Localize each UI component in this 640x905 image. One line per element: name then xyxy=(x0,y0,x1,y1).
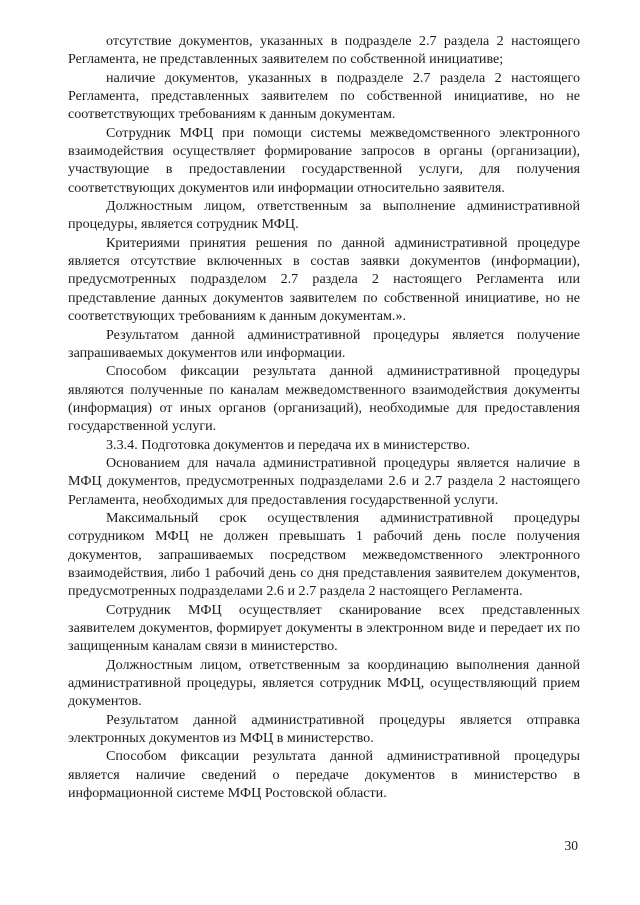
paragraph-5: Критериями принятия решения по данной административной процедуре является отсутствие включенных в состав заявки документов (информации), предусмотренных подразделом 2.7 раздела 2 настоящего Регламента или представление данных документов заявителем по собственной инициативе, но не соответствующих требованиям к данным документам.». xyxy=(68,234,580,325)
paragraph-3: Сотрудник МФЦ при помощи системы межведомственного электронного взаимодействия осуществляет формирование запросов в органы (организации), участвующие в предоставлении государственной услуги, для получения соответствующих документов или информации относительно заявителя. xyxy=(68,124,580,196)
paragraph-2: наличие документов, указанных в подразделе 2.7 раздела 2 настоящего Регламента, представленных заявителем по собственной инициативе, но не соответствующих требованиям к данным документам. xyxy=(68,69,580,123)
paragraph-11: Сотрудник МФЦ осуществляет сканирование всех представленных заявителем документов, формирует документы в электронном виде и передает их по защищенным каналам связи в министерство. xyxy=(68,601,580,655)
document-body xyxy=(68,32,580,802)
paragraph-6: Результатом данной административной процедуры является получение запрашиваемых документов или информации. xyxy=(68,326,580,361)
paragraph-4: Должностным лицом, ответственным за выполнение административной процедуры, является сотрудник МФЦ. xyxy=(68,198,580,233)
paragraph-14: Способом фиксации результата данной административной процедуры является наличие сведений о передаче документов в министерство в информационной системе МФЦ Ростовской области. xyxy=(68,748,580,802)
paragraph-12: Должностным лицом, ответственным за координацию выполнения данной административной процедуры, является сотрудник МФЦ, осуществляющий прием документов. xyxy=(68,656,580,710)
page-number: 30 xyxy=(564,838,578,853)
paragraph-7: Способом фиксации результата данной административной процедуры являются полученные по каналам межведомственного взаимодействия документы (информация) от иных органов (организаций), необходимые для предоставления государственной услуги. xyxy=(68,363,580,435)
section-heading-3-3-4: 3.3.4. Подготовка документов и передача их в министерство. xyxy=(106,436,471,453)
paragraph-9: Основанием для начала административной процедуры является наличие в МФЦ документов, предусмотренных подразделами 2.6 и 2.7 раздела 2 настоящего Регламента, необходимых для предоставления государственной услуги. xyxy=(68,454,580,508)
paragraph-10: Максимальный срок осуществления административной процедуры сотрудником МФЦ не должен превышать 1 рабочий день после получения документов, запрашиваемых посредством межведомственного электронного взаимодействия, либо 1 рабочий день со дня представления заявителем документов, предусмотренных подразделами 2.6 и 2.7 раздела 2 настоящего Регламента. xyxy=(68,509,580,600)
paragraph-13: Результатом данной административной процедуры является отправка электронных документов из МФЦ в министерство. xyxy=(68,711,580,747)
paragraph-1: отсутствие документов, указанных в подразделе 2.7 раздела 2 настоящего Регламента, не представленных заявителем по собственной инициативе; xyxy=(68,33,580,68)
